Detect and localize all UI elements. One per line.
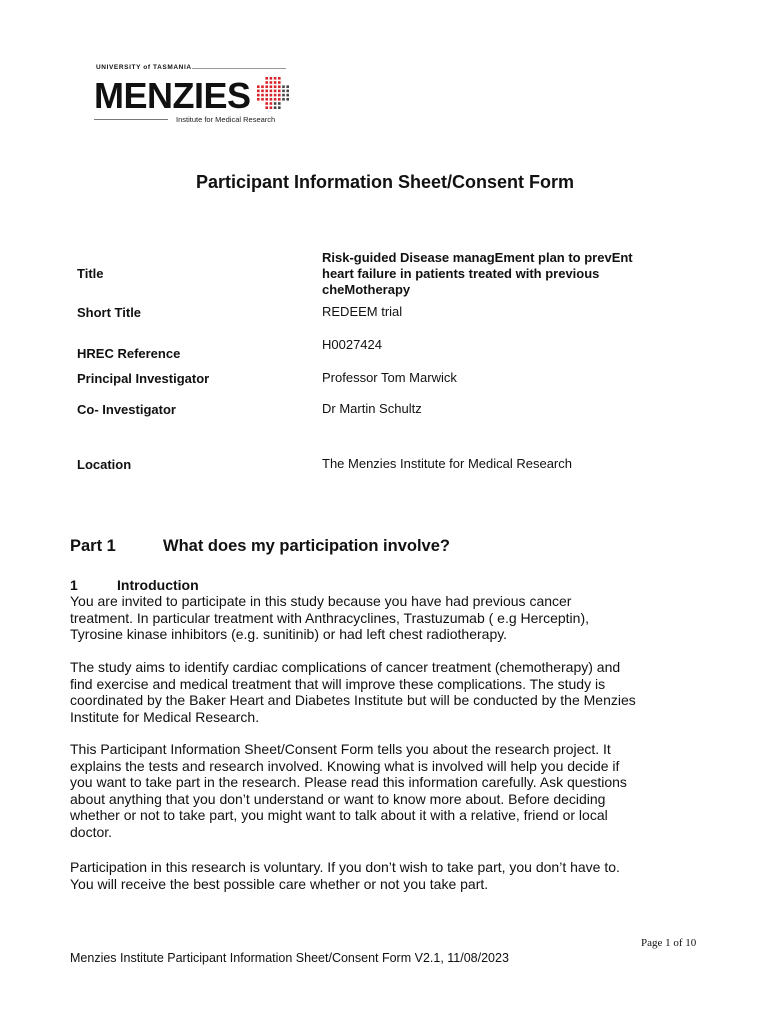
intro-paragraph-3 <box>70 741 710 841</box>
cross-dot <box>257 90 260 93</box>
paragraph-line: Participation in this research is voluntary. If you don’t wish to take part, you don’t have to. <box>70 859 620 875</box>
paragraph-line: doctor. <box>70 823 113 840</box>
cross-dot <box>261 90 264 93</box>
paragraph-line: whether or not to take part, you might want to talk about it with a relative, friend or local <box>70 807 608 824</box>
location-value: The Menzies Institute for Medical Research <box>322 456 572 471</box>
dotted-cross-icon <box>256 76 290 110</box>
cross-dot <box>270 85 273 88</box>
cross-dot <box>274 90 277 93</box>
cross-dot <box>282 94 285 97</box>
cross-dot <box>265 77 268 80</box>
title-label: Title <box>77 266 104 281</box>
title-value-line: Risk-guided Disease managEment plan to prevEnt <box>322 250 633 265</box>
cross-dot <box>278 85 281 88</box>
pi-value: Professor Tom Marwick <box>322 370 457 385</box>
cross-dot <box>270 90 273 93</box>
paragraph-line: This Participant Information Sheet/Consent Form tells you about the research project. It <box>70 741 611 757</box>
intro-paragraph-4 <box>70 859 710 892</box>
title-value <box>322 250 633 298</box>
menzies-logo <box>94 62 294 128</box>
cross-dot <box>282 90 285 93</box>
title-value-line: heart failure in patients treated with previous <box>322 266 600 281</box>
title-value-line: cheMotherapy <box>322 282 411 297</box>
cross-dot <box>265 94 268 97</box>
short-title-value: REDEEM trial <box>322 304 403 319</box>
cross-dot <box>278 102 281 105</box>
paragraph-line: Institute for Medical Research. <box>70 708 260 725</box>
cross-dot <box>282 85 285 88</box>
part-heading: What does my participation involve? <box>163 537 450 555</box>
cross-dot <box>265 85 268 88</box>
cross-dot <box>274 98 277 101</box>
cross-dot <box>274 81 277 84</box>
cross-dot <box>261 85 264 88</box>
paragraph-line: you want to take part in the research. Please read this information carefully. Ask questions <box>70 774 627 791</box>
section-number: 1 <box>70 577 78 593</box>
paragraph-line: You will receive the best possible care whether or not you take part. <box>70 875 489 892</box>
cross-dot <box>278 90 281 93</box>
cross-dot <box>274 102 277 105</box>
paragraph-line: coordinated by the Baker Heart and Diabetes Institute but will be conducted by the Menzies <box>70 692 636 709</box>
part-label: Part 1 <box>70 537 116 555</box>
cross-dot <box>278 81 281 84</box>
cross-dot <box>274 77 277 80</box>
paragraph-line: You are invited to participate in this study because you have had previous cancer <box>70 593 572 609</box>
cross-dot <box>278 106 281 109</box>
intro-paragraph-1 <box>70 593 710 643</box>
cross-dot <box>274 106 277 109</box>
cross-dot <box>270 77 273 80</box>
pi-label: Principal Investigator <box>77 371 210 386</box>
location-label: Location <box>77 457 132 472</box>
cross-dot <box>274 94 277 97</box>
hrec-label: HREC Reference <box>77 346 181 361</box>
document-footer: Menzies Institute Participant Information Sheet/Consent Form V2.1, 11/08/2023 <box>70 951 509 965</box>
cross-dot <box>274 85 277 88</box>
cross-dot <box>265 102 268 105</box>
hrec-value: H0027424 <box>322 337 382 352</box>
paragraph-line: treatment. In particular treatment with Anthracyclines, Trastuzumab ( e.g Herceptin), <box>70 609 589 626</box>
co-investigator-value: Dr Martin Schultz <box>322 401 422 416</box>
logo-divider-top <box>192 68 286 69</box>
cross-dot <box>278 94 281 97</box>
paragraph-line: explains the tests and research involved. Knowing what is involved will help you decide if <box>70 757 620 774</box>
paragraph-line: about anything that you don’t understand or want to know more about. Before deciding <box>70 790 606 807</box>
institute-subtitle: Institute for Medical Research <box>176 115 276 124</box>
cross-dot <box>282 98 285 101</box>
cross-dot <box>286 90 289 93</box>
cross-dot <box>270 94 273 97</box>
page-number: Page 1 of 10 <box>641 937 697 949</box>
cross-dot <box>257 94 260 97</box>
paragraph-line: find exercise and medical treatment that will improve these complications. The study is <box>70 675 606 692</box>
university-label: UNIVERSITY of TASMANIA <box>96 64 192 71</box>
paragraph-line: The study aims to identify cardiac complications of cancer treatment (chemotherapy) and <box>70 659 621 675</box>
cross-dot <box>265 81 268 84</box>
cross-dot <box>278 98 281 101</box>
cross-dot <box>270 98 273 101</box>
short-title-label: Short Title <box>77 305 142 320</box>
cross-dot <box>286 94 289 97</box>
co-investigator-label: Co- Investigator <box>77 402 176 417</box>
cross-dot <box>265 106 268 109</box>
section-title: Introduction <box>117 577 199 593</box>
brand-name: MENZIES <box>94 75 251 116</box>
cross-dot <box>270 81 273 84</box>
cross-dot <box>286 85 289 88</box>
cross-dot <box>257 85 260 88</box>
cross-dot <box>265 90 268 93</box>
cross-dot <box>261 94 264 97</box>
cross-dot <box>257 98 260 101</box>
cross-dot <box>278 77 281 80</box>
page-title: Participant Information Sheet/Consent Form <box>195 172 575 192</box>
intro-paragraph-2 <box>70 659 710 725</box>
cross-dot <box>265 98 268 101</box>
logo-divider-bottom <box>94 119 168 120</box>
cross-dot <box>261 98 264 101</box>
cross-dot <box>270 102 273 105</box>
cross-dot <box>286 98 289 101</box>
cross-dot <box>270 106 273 109</box>
paragraph-line: Tyrosine kinase inhibitors (e.g. sunitinib) or had left chest radiotherapy. <box>70 626 508 643</box>
